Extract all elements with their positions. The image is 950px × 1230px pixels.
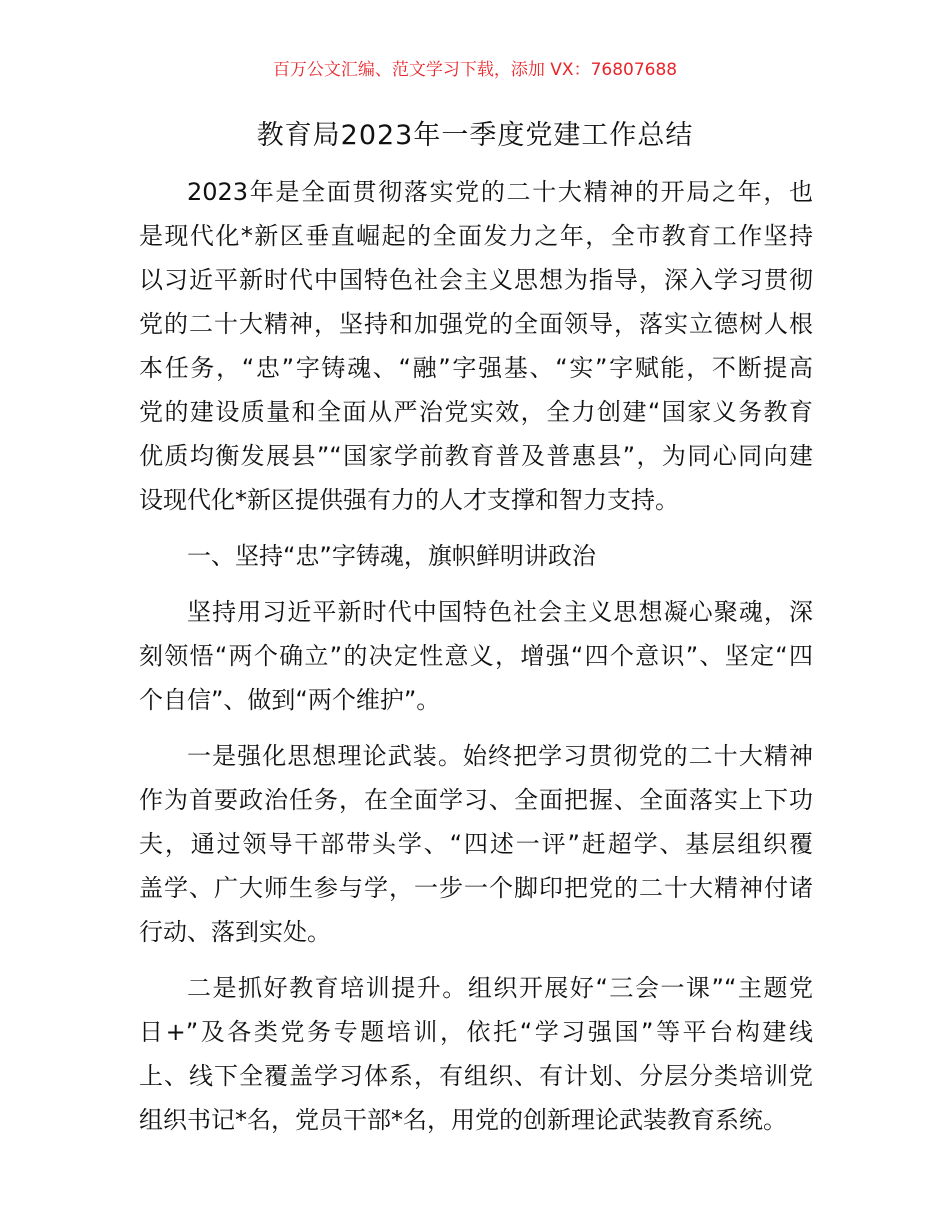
section-paragraph <box>139 590 813 722</box>
text-line: 是现代化*新区垂直崛起的全面发力之年，全市教育工作坚持 <box>139 222 813 250</box>
text-line: 夫，通过领导干部带头学、“四述一评”赶超学、基层组织覆 <box>139 830 813 858</box>
text-line: 盖学、广大师生参与学，一步一个脚印把党的二十大精神付诸 <box>139 874 813 902</box>
document-body <box>139 170 813 1154</box>
watermark-header: 百万公文汇编、范文学习下载，添加 VX：76807688 <box>272 60 678 80</box>
text-line: 二是抓好教育培训提升。组织开展好“三会一课”“主题党 <box>187 974 813 1002</box>
text-line: 行动、落到实处。 <box>139 918 331 946</box>
text-line: 一、坚持“忠”字铸魂，旗帜鲜明讲政治 <box>187 542 596 570</box>
text-line: 优质均衡发展县”“国家学前教育普及普惠县”，为同心同向建 <box>139 442 813 470</box>
text-line: 设现代化*新区提供强有力的人才支撑和智力支持。 <box>139 486 679 514</box>
text-line: 组织书记*名，党员干部*名，用党的创新理论武装教育系统。 <box>139 1106 787 1134</box>
text-line: 一是强化思想理论武装。始终把学习贯彻党的二十大精神 <box>187 742 813 770</box>
text-line: 2023年是全面贯彻落实党的二十大精神的开局之年，也 <box>187 178 813 206</box>
item-paragraph-one <box>139 734 813 954</box>
item-paragraph-two <box>139 966 813 1142</box>
text-line: 刻领悟“两个确立”的决定性意义，增强“四个意识”、坚定“四 <box>139 642 813 670</box>
section-heading <box>139 534 813 578</box>
text-line: 作为首要政治任务，在全面学习、全面把握、全面落实上下功 <box>139 786 813 814</box>
text-line: 本任务，“忠”字铸魂、“融”字强基、“实”字赋能，不断提高 <box>139 354 813 382</box>
text-line: 党的二十大精神，坚持和加强党的全面领导，落实立德树人根 <box>139 310 813 338</box>
text-line: 坚持用习近平新时代中国特色社会主义思想凝心聚魂，深 <box>187 598 813 626</box>
intro-paragraph <box>139 170 813 522</box>
text-line: 以习近平新时代中国特色社会主义思想为指导，深入学习贯彻 <box>139 266 813 294</box>
text-line: 上、线下全覆盖学习体系，有组织、有计划、分层分类培训党 <box>139 1062 813 1090</box>
text-line: 日+”及各类党务专题培训，依托“学习强国”等平台构建线 <box>139 1018 813 1046</box>
text-line: 个自信”、做到“两个维护”。 <box>139 686 441 714</box>
document-title: 教育局2023年一季度党建工作总结 <box>256 120 694 151</box>
text-line: 党的建设质量和全面从严治党实效，全力创建“国家义务教育 <box>139 398 813 426</box>
